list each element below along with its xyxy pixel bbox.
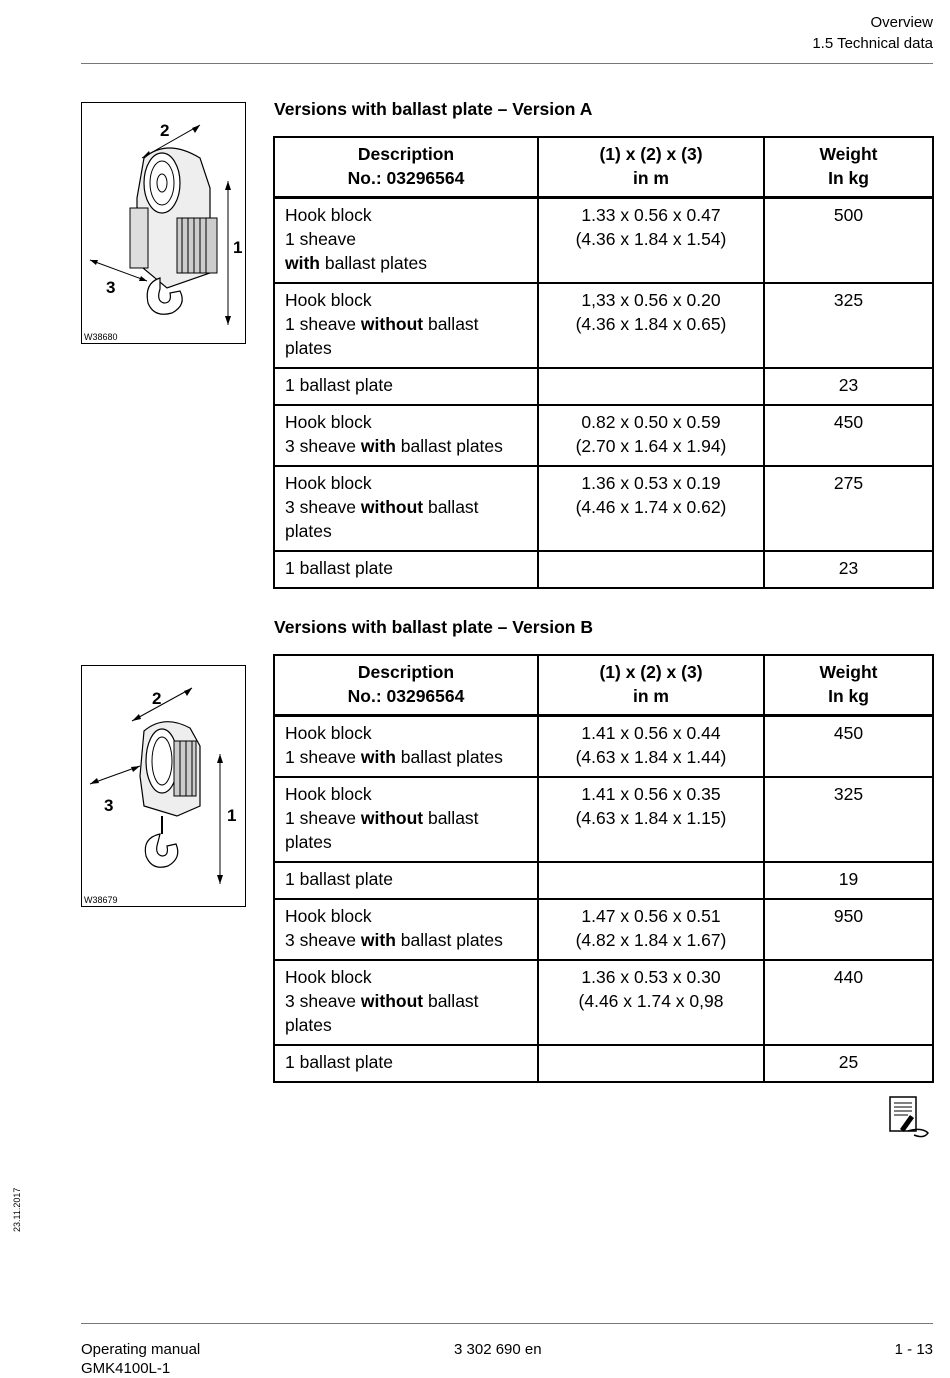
- footer-doc-type: Operating manual: [81, 1341, 201, 1358]
- footer-model: GMK4100L-1: [81, 1360, 171, 1377]
- cell-dimensions: [538, 1045, 764, 1082]
- header-subsection: 1.5 Technical data: [812, 35, 933, 52]
- fig-b-label-1: 1: [227, 806, 237, 825]
- fig-a-label-1: 1: [233, 238, 243, 257]
- table-header-row: [274, 655, 933, 716]
- cell-weight: 325: [764, 777, 933, 862]
- cell-weight: 25: [764, 1045, 933, 1082]
- table-row: [274, 899, 933, 960]
- cell-dimensions: [538, 551, 764, 588]
- page-header: [812, 12, 933, 54]
- cell-weight: 450: [764, 405, 933, 466]
- cell-dimensions: 1.36 x 0.53 x 0.30 (4.46 x 1.74 x 0,98: [538, 960, 764, 1045]
- cell-weight: 23: [764, 368, 933, 405]
- cell-weight: 23: [764, 551, 933, 588]
- cell-description: 1 ballast plate: [274, 862, 538, 899]
- side-date: 23.11.2017: [12, 1187, 22, 1232]
- table-row: [274, 405, 933, 466]
- cell-dimensions: 1.36 x 0.53 x 0.19 (4.46 x 1.74 x 0.62): [538, 466, 764, 551]
- cell-weight: 19: [764, 862, 933, 899]
- cell-description: Hook block 3 sheave with ballast plates: [274, 405, 538, 466]
- figure-version-b: [81, 665, 246, 907]
- footer-divider: [81, 1323, 933, 1324]
- cell-dimensions: 1.33 x 0.56 x 0.47 (4.36 x 1.84 x 1.54): [538, 198, 764, 284]
- figure-id-a: W38680: [84, 332, 118, 342]
- fig-a-label-2: 2: [160, 121, 170, 140]
- header-dimensions: (1) x (2) x (3) in m: [538, 655, 764, 716]
- cell-description: Hook block 1 sheave with ballast plates: [274, 716, 538, 778]
- header-description: Description No.: 03296564: [274, 655, 538, 716]
- section-title-version-a: Versions with ballast plate – Version A: [274, 99, 593, 119]
- cell-weight: 450: [764, 716, 933, 778]
- cell-dimensions: 1.41 x 0.56 x 0.35 (4.63 x 1.84 x 1.15): [538, 777, 764, 862]
- fig-b-label-2: 2: [152, 689, 162, 708]
- cell-dimensions: 0.82 x 0.50 x 0.59 (2.70 x 1.64 x 1.94): [538, 405, 764, 466]
- cell-description: Hook block 3 sheave without ballast plates: [274, 466, 538, 551]
- fig-a-label-3: 3: [106, 278, 116, 297]
- hook-block-drawing-icon: [82, 103, 245, 343]
- table-row: [274, 368, 933, 405]
- footer-doc-number: 3 302 690 en: [454, 1341, 542, 1358]
- cell-description: Hook block 1 sheave without ballast plates: [274, 777, 538, 862]
- cell-description: 1 ballast plate: [274, 551, 538, 588]
- table-row: [274, 198, 933, 284]
- header-weight: Weight In kg: [764, 655, 933, 716]
- cell-dimensions: 1.47 x 0.56 x 0.51 (4.82 x 1.84 x 1.67): [538, 899, 764, 960]
- table-row: [274, 1045, 933, 1082]
- table-row: [274, 466, 933, 551]
- cell-weight: 950: [764, 899, 933, 960]
- header-dimensions: (1) x (2) x (3) in m: [538, 137, 764, 198]
- table-row: [274, 551, 933, 588]
- table-row: [274, 716, 933, 778]
- cell-description: Hook block 3 sheave with ballast plates: [274, 899, 538, 960]
- table-version-a: [273, 136, 934, 589]
- cell-description: Hook block 1 sheave without ballast plates: [274, 283, 538, 368]
- figure-id-b: W38679: [84, 895, 118, 905]
- figure-version-a: [81, 102, 246, 344]
- section-title-version-b: Versions with ballast plate – Version B: [274, 617, 593, 637]
- header-divider: [81, 63, 933, 64]
- table-row: [274, 777, 933, 862]
- header-weight: Weight In kg: [764, 137, 933, 198]
- cell-dimensions: [538, 862, 764, 899]
- cell-dimensions: [538, 368, 764, 405]
- cell-description: Hook block 1 sheave with ballast plates: [274, 198, 538, 284]
- cell-description: 1 ballast plate: [274, 1045, 538, 1082]
- table-header-row: [274, 137, 933, 198]
- footer-left: [81, 1340, 200, 1378]
- cell-description: Hook block 3 sheave without ballast plates: [274, 960, 538, 1045]
- cell-weight: 325: [764, 283, 933, 368]
- cell-dimensions: 1.41 x 0.56 x 0.44 (4.63 x 1.84 x 1.44): [538, 716, 764, 778]
- footer-page-number: 1 - 13: [894, 1341, 933, 1358]
- cell-weight: 275: [764, 466, 933, 551]
- table-row: [274, 283, 933, 368]
- cell-weight: 500: [764, 198, 933, 284]
- header-section: Overview: [870, 14, 933, 31]
- operating-manual-icon: [886, 1095, 932, 1146]
- cell-dimensions: 1,33 x 0.56 x 0.20 (4.36 x 1.84 x 0.65): [538, 283, 764, 368]
- table-row: [274, 960, 933, 1045]
- header-description: Description No.: 03296564: [274, 137, 538, 198]
- cell-weight: 440: [764, 960, 933, 1045]
- table-row: [274, 862, 933, 899]
- cell-description: 1 ballast plate: [274, 368, 538, 405]
- fig-b-label-3: 3: [104, 796, 114, 815]
- table-version-b: [273, 654, 934, 1083]
- hook-block-drawing-icon: [82, 666, 245, 906]
